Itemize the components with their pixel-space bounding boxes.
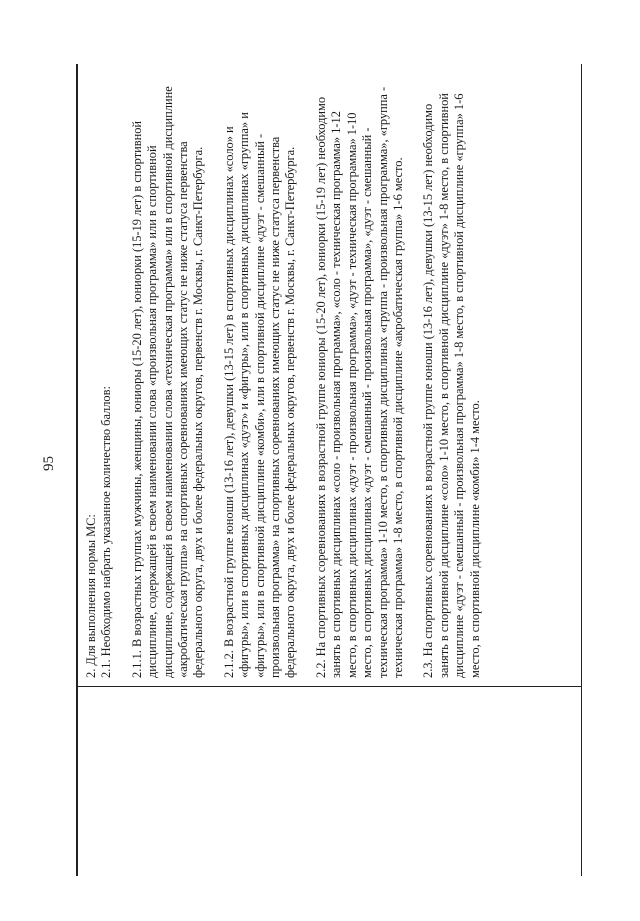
page-number: 95 (41, 456, 57, 471)
table-frame (76, 64, 582, 876)
table-left-column (78, 686, 581, 876)
paragraph-2-1-2: 2.1.2. В возрастной группе юноши (13-16 лет), девушки (13-15 лет) в спортивных дисциплинах «соло» и «фигуры», или в спортивных дисциплинах «дуэт» и «фигуры», или в спортивных дисциплинах «группа» и «фигуры», или в спортивной дисциплине «комби», или в спортивной дисциплине «дуэт - смешанный - произвольная программа» на спортивных соревнованиях имеющих статус не ниже статуса первенства федерального округа, двух и более федеральных округов, первенств г. Москвы, г. Санкт-Петербурга. (221, 112, 298, 678)
paragraph-2-3: 2.3. На спортивных соревнованиях в возрастной группе юноши (13-16 лет), девушки (13-15 лет) необходимо занять в спортивной дисциплине «соло» 1-10 место, в спортивной дисциплине «дуэт» 1-8 место, в спортивной дисциплине «дуэт - смешанный - произвольная программа» 1-8 место, в спортивной дисциплине «группа» 1-6 место, в спортивной дисциплине «комби» 1-4 место. (421, 93, 482, 678)
table-content-cell (84, 78, 483, 678)
rotated-table (76, 64, 582, 876)
norm-heading: 2. Для выполнения нормы МС: (84, 514, 98, 678)
norm-intro: 2.1. Необходимо набрать указанное количество баллов: (99, 386, 114, 678)
paragraph-2-1-1: 2.1.1. В возрастных группах мужчины, женщины, юниоры (15-20 лет), юниорки (15-19 лет) в спортивной дисциплине, содержащей в своем наименовании слова «произвольная программа» или в спортивной дисциплине, содержащей в своем наименовании слова «техническая программа» или в спортивной дисциплине «акробатическая группа» на спортивных соревнованиях имеющих статус не ниже статуса первенства федерального округа, двух и более федеральных округов, первенств г. Москвы, г. Санкт-Петербурга. (129, 86, 206, 678)
paragraph-2-2: 2.2. На спортивных соревнованиях в возрастной группе юниоры (15-20 лет), юниорки (15-19 лет) необходимо занять в спортивных дисциплинах «соло - произвольная программа», «соло - техническая программа» 1-12 место, в спортивных дисциплинах «дуэт - произвольная программа», «дуэт - техническая программа» 1-10 место, в спортивных дисциплинах «дуэт - смешанный - произвольная программа», «дуэт - смешанный - техническая программа» 1-10 место, в спортивных дисциплинах «группа - произвольная программа», «группа - техническая программа» 1-8 место, в спортивной дисциплине «акробатическая группа» 1-6 место. (313, 86, 405, 678)
